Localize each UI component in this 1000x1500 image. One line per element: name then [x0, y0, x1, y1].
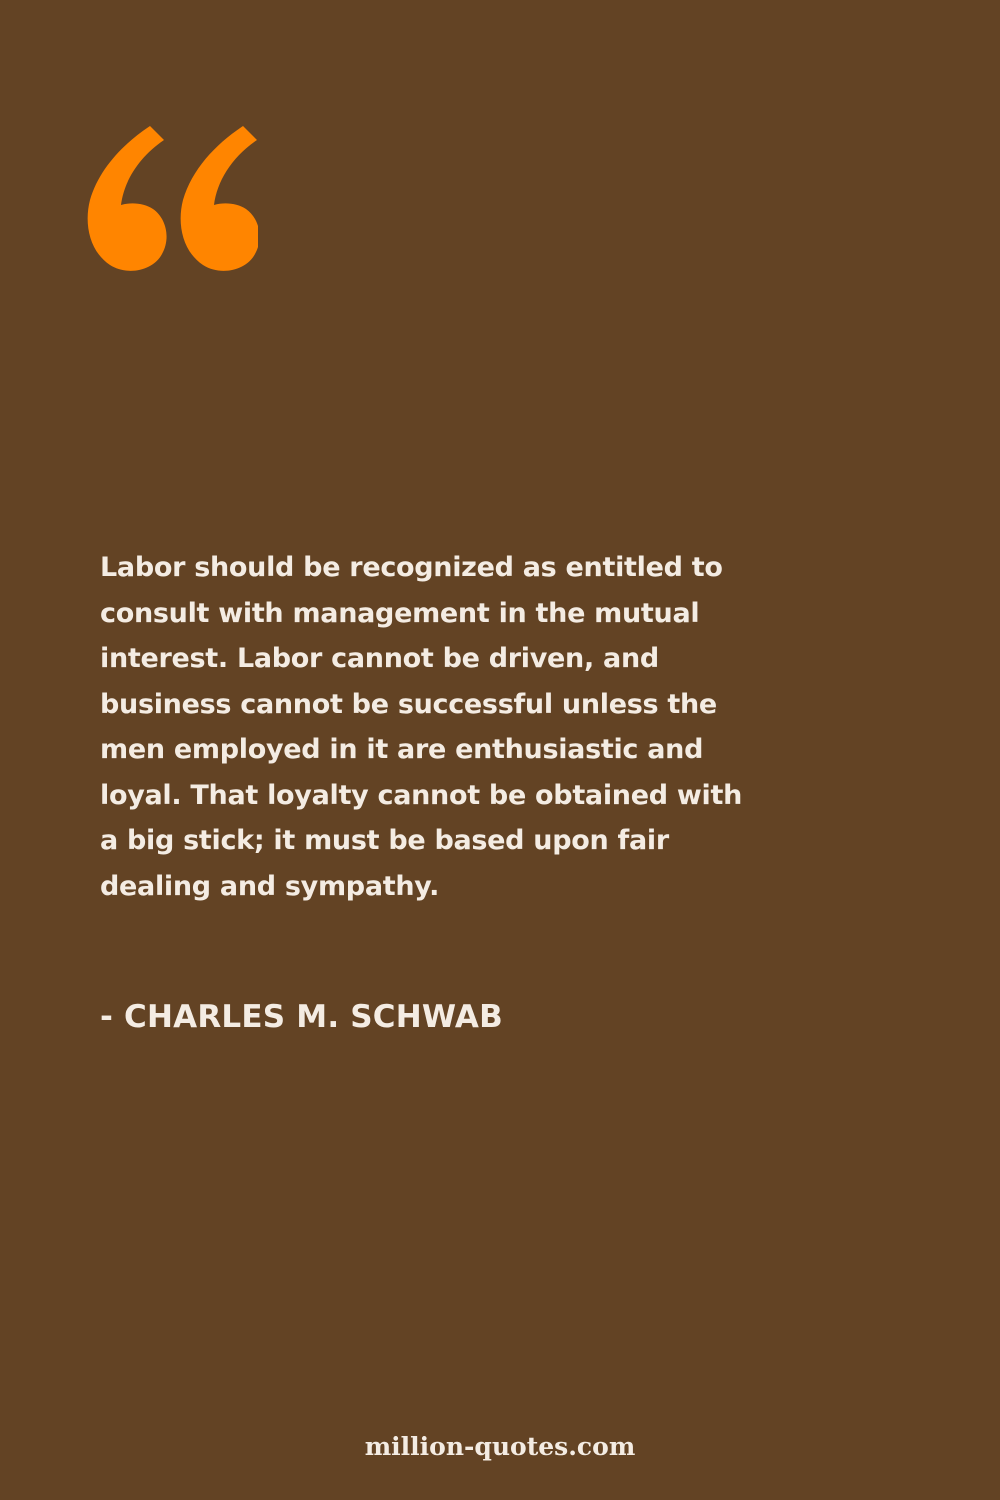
quotation-mark-icon [82, 122, 258, 274]
quote-author: - CHARLES M. SCHWAB [100, 999, 503, 1035]
site-watermark: million-quotes.com [364, 1432, 636, 1461]
quote-text: Labor should be recognized as entitled to consult with management in the mutual interest. Labor cannot be driven, and business cannot be successful unless the men employed in it are enthusiastic and loyal. That loyalty cannot be obtained with a big stick; it must be based upon fair dealing and sympathy. [100, 552, 742, 902]
